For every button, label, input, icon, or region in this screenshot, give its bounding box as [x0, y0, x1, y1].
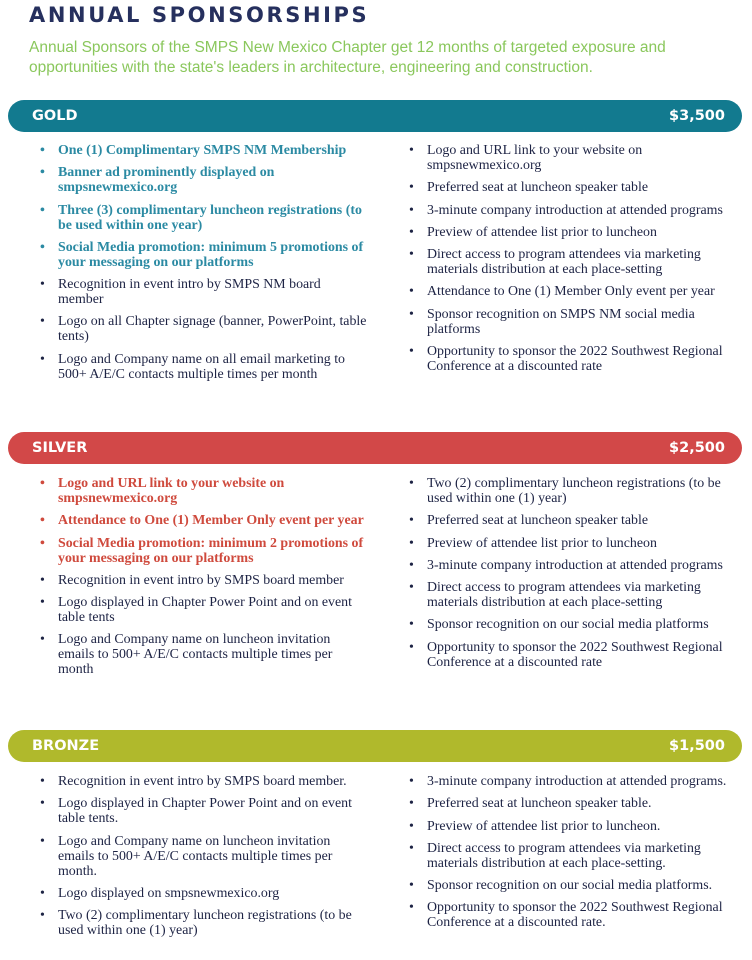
- benefit-item: • Logo and Company name on all email marketing to 500+ A/E/C contacts multiple times per month: [37, 352, 367, 382]
- silver-tier-price: $2,500: [669, 440, 725, 456]
- bronze-tier-price: $1,500: [669, 738, 725, 754]
- intro-text: Annual Sponsors of the SMPS New Mexico Chapter get 12 months of targeted exposure and opportunities with the state's leaders in architecture, engineering and construction.: [29, 39, 666, 76]
- bronze-benefits-right: [406, 774, 746, 938]
- benefit-item: • Preview of attendee list prior to luncheon.: [406, 819, 746, 834]
- benefit-item: • Logo displayed in Chapter Power Point and on event table tents: [37, 595, 367, 625]
- benefit-item: • Social Media promotion: minimum 2 promotions of your messaging on our platforms: [37, 536, 367, 566]
- benefit-item: • Logo and URL link to your website on smpsnewmexico.org: [406, 143, 746, 173]
- gold-tier-price: $3,500: [669, 108, 725, 124]
- bronze-tier-header: [8, 730, 742, 762]
- benefit-item: • 3-minute company introduction at attended programs: [406, 203, 746, 218]
- page-title: ANNUAL SPONSORSHIPS: [29, 3, 370, 27]
- benefit-item: • Logo displayed in Chapter Power Point and on event table tents.: [37, 796, 367, 826]
- benefit-item: • Recognition in event intro by SMPS board member.: [37, 774, 367, 789]
- benefit-item: • Opportunity to sponsor the 2022 Southwest Regional Conference at a discounted rate: [406, 344, 746, 374]
- gold-benefits-right: [406, 143, 746, 381]
- benefit-item: • Preferred seat at luncheon speaker table.: [406, 796, 746, 811]
- benefit-item: • Direct access to program attendees via marketing materials distribution at each place-setting: [406, 247, 746, 277]
- silver-tier-header: [8, 432, 742, 464]
- benefit-item: • Recognition in event intro by SMPS board member: [37, 573, 367, 588]
- benefit-item: • Attendance to One (1) Member Only event per year: [406, 284, 746, 299]
- benefit-item: • Recognition in event intro by SMPS NM board member: [37, 277, 367, 307]
- benefit-item: • 3-minute company introduction at attended programs.: [406, 774, 746, 789]
- silver-benefits-left: [37, 476, 367, 685]
- benefit-item: • Sponsor recognition on SMPS NM social media platforms: [406, 307, 746, 337]
- benefit-item: • Two (2) complimentary luncheon registrations (to be used within one (1) year): [406, 476, 746, 506]
- silver-tier-name: SILVER: [32, 440, 88, 456]
- benefit-item: • Preferred seat at luncheon speaker table: [406, 513, 746, 528]
- benefit-item: • Attendance to One (1) Member Only event per year: [37, 513, 367, 528]
- benefit-item: • Banner ad prominently displayed on smpsnewmexico.org: [37, 165, 367, 195]
- gold-tier-name: GOLD: [32, 108, 78, 124]
- benefit-item: • Direct access to program attendees via marketing materials distribution at each place-setting: [406, 580, 746, 610]
- benefit-item: • Sponsor recognition on our social media platforms: [406, 617, 746, 632]
- benefit-item: • Logo on all Chapter signage (banner, PowerPoint, table tents): [37, 314, 367, 344]
- benefit-item: • Opportunity to sponsor the 2022 Southwest Regional Conference at a discounted rate: [406, 640, 746, 670]
- benefit-item: • Two (2) complimentary luncheon registrations (to be used within one (1) year): [37, 908, 367, 938]
- benefit-item: • Social Media promotion: minimum 5 promotions of your messaging on our platforms: [37, 240, 367, 270]
- benefit-item: • Logo and Company name on luncheon invitation emails to 500+ A/E/C contacts multiple times per month.: [37, 834, 367, 879]
- silver-benefits-right: [406, 476, 746, 677]
- benefit-item: • Preview of attendee list prior to luncheon: [406, 536, 746, 551]
- benefit-item: • Direct access to program attendees via marketing materials distribution at each place-setting.: [406, 841, 746, 871]
- benefit-item: • Logo displayed on smpsnewmexico.org: [37, 886, 367, 901]
- benefit-item: • Logo and URL link to your website on smpsnewmexico.org: [37, 476, 367, 506]
- benefit-item: • Logo and Company name on luncheon invitation emails to 500+ A/E/C contacts multiple times per month: [37, 632, 367, 677]
- benefit-item: • Sponsor recognition on our social media platforms.: [406, 878, 746, 893]
- benefit-item: • 3-minute company introduction at attended programs: [406, 558, 746, 573]
- benefit-item: • One (1) Complimentary SMPS NM Membership: [37, 143, 367, 158]
- benefit-item: • Opportunity to sponsor the 2022 Southwest Regional Conference at a discounted rate.: [406, 900, 746, 930]
- benefit-item: • Three (3) complimentary luncheon registrations (to be used within one year): [37, 203, 367, 233]
- bronze-benefits-left: [37, 774, 367, 945]
- gold-tier-header: [8, 100, 742, 132]
- gold-benefits-left: [37, 143, 367, 389]
- benefit-item: • Preferred seat at luncheon speaker table: [406, 180, 746, 195]
- bronze-tier-name: BRONZE: [32, 738, 100, 754]
- benefit-item: • Preview of attendee list prior to luncheon: [406, 225, 746, 240]
